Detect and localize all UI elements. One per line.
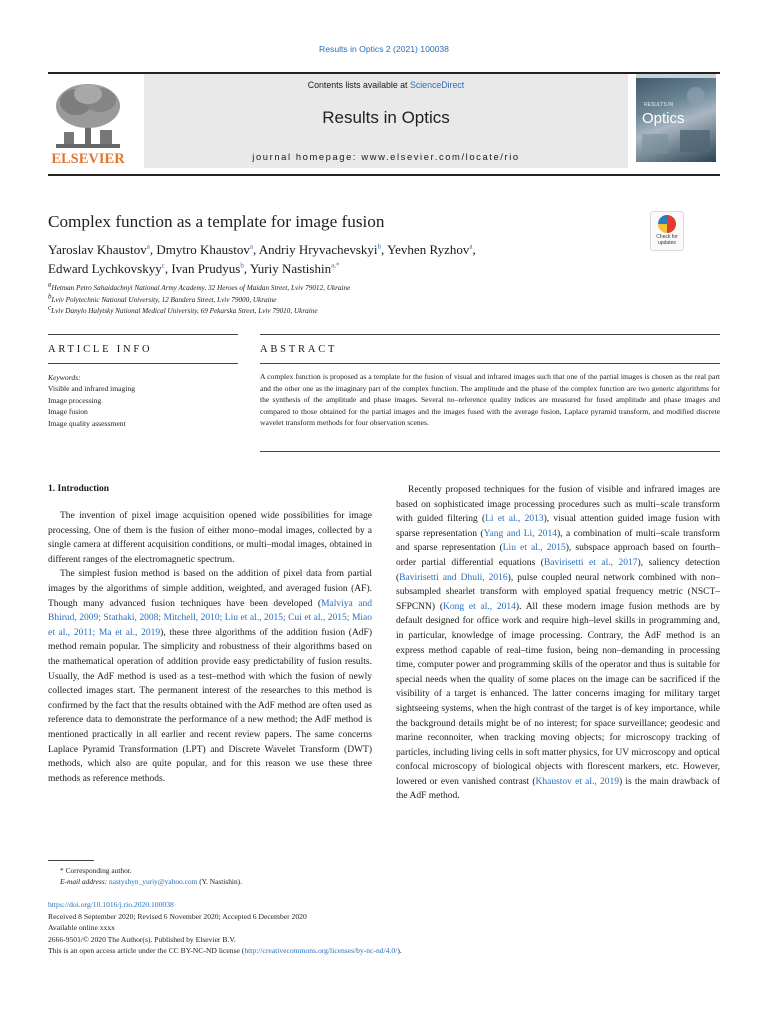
paper-title: Complex function as a template for image fusion <box>48 212 385 231</box>
abstract-text: A complex function is proposed as a template for the fusion of visual and infrared images such that one of the partial images is chosen as the real part and the other one as the imaginary part of the complex function. The amplitude and the phase of the complex function are two generic algorithms for the synthesis of the amplitude and phase images. Several no–reference quality indices are measured for fused amplitude and phase images and compared to those obtained for the partial images and the images fused with the average fusion, Laplace pyramid transform, and modified discrete wavelet transform methods for four observation scenes. <box>260 372 720 428</box>
crossmark-label: Check for updates <box>656 234 678 246</box>
crossmark-icon <box>658 215 676 233</box>
author-affiliation-mark: a <box>146 242 150 251</box>
citation-link[interactable]: Bavirisetti et al., 2017 <box>543 557 638 568</box>
license-line: This is an open access article under the CC BY-NC-ND license (http://creativecommons.org/licenses/by-nc-nd/4.0/). <box>48 946 402 956</box>
abstract-rule-top <box>260 334 720 335</box>
journal-cover-image <box>636 74 716 162</box>
author-name: Edward Lychkovskyy <box>48 261 162 276</box>
cover-title: Optics <box>642 110 685 127</box>
author-name: Dmytro Khaustov <box>156 242 250 257</box>
footnote-marker: * <box>60 866 64 875</box>
affiliation-a: $^a$Hetman Petro Sahaidachnyi National Army Academy, 32 Heroes of Maidan Street, Lviv 79012, Ukraine <box>48 280 351 292</box>
article-metadata <box>48 899 720 957</box>
author-name: Yuriy Nastishin <box>249 261 332 276</box>
sciencedirect-link[interactable]: ScienceDirect <box>409 80 465 90</box>
abstract-heading: ABSTRACT <box>260 344 338 355</box>
author-affiliation-mark: a <box>469 242 473 251</box>
keyword: Visible and infrared imaging <box>48 384 136 394</box>
citation-link[interactable]: Li et al., 2013 <box>485 514 544 525</box>
authors-line-1: Yaroslav Khaustov$^a$, Dmytro Khaustov$^a$, Andriy Hryvachevskyi$^b$, Yevhen Ryzhov$^a$, <box>48 242 476 257</box>
footnote <box>60 865 660 888</box>
author-name: Andriy Hryvachevskyi <box>258 242 378 257</box>
author-affiliation-mark: b <box>240 261 244 270</box>
keyword: Image fusion <box>48 407 88 417</box>
body-column-right <box>396 483 720 804</box>
author-name: Ivan Prudyus <box>171 261 241 276</box>
corresponding-author-note: * Corresponding author. <box>60 866 132 875</box>
keywords-block <box>48 372 238 429</box>
citation-link[interactable]: Malviya and Bhirud, 2009; Stathaki, 2008; Mitchell, 2010; Liu et al., 2015; Cui et al., 2015; Miao et al., 2011; Ma et al., 2019 <box>48 598 372 638</box>
affiliations <box>48 280 708 318</box>
available-online: Available online xxxx <box>48 923 115 933</box>
journal-reference[interactable]: Results in Optics 2 (2021) 100038 <box>319 44 449 54</box>
citation-link[interactable]: Kong et al., 2014 <box>443 601 516 612</box>
journal-title: Results in Optics <box>322 108 450 127</box>
section-heading-introduction: 1. Introduction <box>48 484 110 494</box>
keywords-label: Keywords: <box>48 373 81 382</box>
article-info-heading: ARTICLE INFO <box>48 344 153 355</box>
check-for-updates-badge[interactable] <box>650 211 684 251</box>
footnote-rule <box>48 860 94 861</box>
copyright-line: 2666-9501/© 2020 The Author(s). Published by Elsevier B.V. <box>48 934 236 944</box>
author-affiliation-mark: b <box>377 242 382 251</box>
paragraph: The simplest fusion method is based on the addition of pixel data from partial images by the algorithms of simple addition, weighted, and averaged fusion (AF). Though many advanced fusion techniques have been developed (Malviya and Bhirud, 2009; Stathaki, 2008; Mitchell, 2010; Liu et al., 2015; Cui et al., 2015; Miao et al., 2011; Ma et al., 2019), these three algorithms of the addition fusion (AdF) method remain popular. The simplicity and robustness of their algorithms based on the mathematical operation of addition provide easy predictability of fusion results. Usually, the AdF method is used as a test–method with which the fusion of newly collected images start. The permanent interest of the researches to this method is confirmed by the fact that the results obtained with the AdF method are often used as reference data to demonstrate the performance of a new method; the AdF method is mentioned practically in all earlier and recent review papers. The same concerns Laplace Pyramid Transformation (LPT) and Discrete Wavelet Transform (DWT) methods, which also are quite popular, and for this reason we use these three methods as reference methods. <box>48 569 373 784</box>
author-affiliation-mark: a <box>249 242 253 251</box>
author-affiliation-mark: c <box>161 261 165 270</box>
header-bottom-rule <box>48 174 720 176</box>
contents-line <box>144 80 628 90</box>
authors-line-2: Edward Lychkovskyy$^c$, Ivan Prudyus$^b$, Yuriy Nastishin$^{a,*}$ <box>48 261 340 276</box>
body-column-left <box>48 509 372 786</box>
elsevier-tree-logo <box>50 80 126 150</box>
article-info-rule-top <box>48 334 238 335</box>
license-link[interactable]: http://creativecommons.org/licenses/by-nc-nd/4.0/ <box>244 946 398 956</box>
doi-link[interactable]: https://doi.org/10.1016/j.rio.2020.100038 <box>48 900 174 909</box>
email-line: E-mail address: nastyshyn_yuriy@yahoo.com (Y. Nastishin). <box>60 877 242 887</box>
email-label: E-mail address: <box>60 877 108 887</box>
paragraph: Recently proposed techniques for the fusion of visible and infrared images are based on sophisticated image processing procedures such as multi–scale transform with guided filtering (Li et al., 2013), visual attention guided image fusion with sparse representation (Yang and Li, 2014), a combination of multi–scale transform and sparse representation (Liu et al., 2015), subspace approach based on fourth–order partial differential equations (Bavirisetti et al., 2017), saliency detection (Bavirisetti and Dhuli, 2016), pulse coupled neural network combined with non–subsampled shearlet transform with employed spatial frequency metric (NSCT–SFPCNN) (Kong et al., 2014). All these modern image fusion methods are by default designed for office work and require high–level skills in programming and, in particular, knowledge of image processing. Contrary, the AdF method is an express method capable of real–time fusion, being non–demanding in processing time, computer power and programming skills of the operator and thus is suitable for special needs when the quality of some places on the image can be sacrificed if the visibility of a target is enhanced. The latter concerns imaging for military target sightseeing systems, when the high contrast of the target is of key importance, while the background details might be of no interest; for space surveillance; geodesic and marine reconnoiter, when tracking moving objects; for microscopy tracking of particles, including living cells in soft matter physics, for UV microscopy and optical confocal microscopy of biological objects with florescent markers, etc. However, lowered or even vanished contrast (Khaustov et al., 2019) is the main drawback of the AdF method. <box>396 485 721 802</box>
abstract-rule-bottom <box>260 451 720 452</box>
citation-link[interactable]: Liu et al., 2015 <box>502 543 566 554</box>
author-name: Yevhen Ryzhov <box>387 242 470 257</box>
article-info-rule <box>48 363 238 364</box>
affiliation-c: $^c$Lviv Danylo Halytsky National Medical University, 69 Pekarska Street, Lviv 79010, Ukraine <box>48 303 318 315</box>
abstract-rule <box>260 363 720 364</box>
author-list <box>48 240 628 278</box>
keyword: Image quality assessment <box>48 418 126 428</box>
citation-link[interactable]: Khaustov et al., 2019 <box>535 776 619 787</box>
author-name: Yaroslav Khaustov <box>48 242 147 257</box>
email-link[interactable]: nastyshyn_yuriy@yahoo.com <box>109 877 198 887</box>
cover-brand: RESULTS IN <box>644 102 674 108</box>
author-affiliation-mark: a,* <box>331 261 340 270</box>
keyword: Image processing <box>48 395 102 405</box>
contents-prefix: Contents lists available at <box>307 80 410 90</box>
homepage-prefix: journal homepage: <box>252 151 362 162</box>
affiliation-b: $^b$Lviv Polytechnic National University, 12 Bandera Street, Lviv 79000, Ukraine <box>48 292 277 304</box>
citation-link[interactable]: Yang and Li, 2014 <box>483 528 557 539</box>
received-dates: Received 8 September 2020; Revised 6 November 2020; Accepted 6 December 2020 <box>48 911 307 921</box>
paragraph: The invention of pixel image acquisition opened wide possibilities for image processing. One of them is the fusion of either mono–modal images, collected by a single camera at different acquisition conditions, or multi–modal images, obtained in different ranges of the electromagnetic spectrum. <box>48 511 372 565</box>
citation-link[interactable]: Bavirisetti and Dhuli, 2016 <box>399 572 508 583</box>
journal-homepage <box>144 151 628 162</box>
elsevier-logo-text: ELSEVIER <box>51 151 125 167</box>
homepage-url[interactable]: www.elsevier.com/locate/rio <box>361 151 520 162</box>
